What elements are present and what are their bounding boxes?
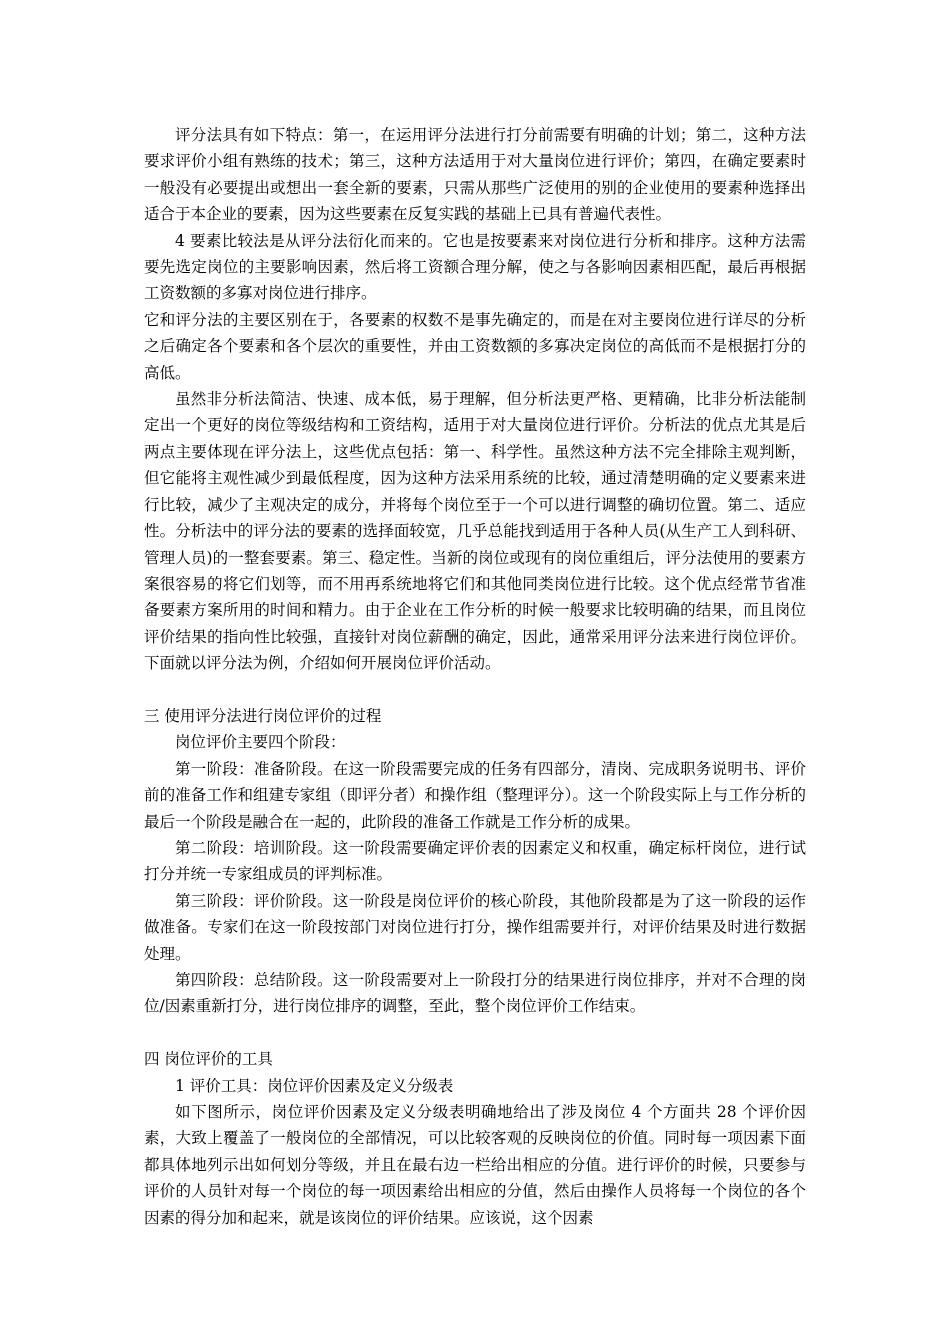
paragraph-evaluation-tool: 如下图所示，岗位评价因素及定义分级表明确地给出了涉及岗位 4 个方面共 28 个评价因素，大致上覆盖了一般岗位的全部情况，可以比较客观的反映岗位的价值。同时每一项因素下面都具体地列示出如何划分等级，并且在最右边一栏给出相应的分值。进行评价的时候，只要参与评价的人员针对每一个岗位的每一项因素给出相应的分值，然后由操作人员将每一个岗位的各个因素的得分加和起来，就是该岗位的评价结果。应该说，这个因素 — [144, 1103, 806, 1227]
paragraph-stage-3: 第三阶段：评价阶段。这一阶段是岗位评价的核心阶段，其他阶段都是为了这一阶段的运作做准备。专家们在这一阶段按部门对岗位进行打分，操作组需要并行，对评价结果及时进行数据处理。 — [144, 891, 806, 963]
paragraph-analysis-advantages: 虽然非分析法简洁、快速、成本低，易于理解，但分析法更严格、更精确，比非分析法能制定出一个更好的岗位等级结构和工资结构，适用于对大量岗位进行评价。分析法的优点尤其是后两点主要体现在评分法上，这些优点包括：第一、科学性。虽然这种方法不完全排除主观判断，但它能将主观性减少到最低程度，因为这种方法采用系统的比较，通过清楚明确的定义要素来进行比较，减少了主观决定的成分，并将每个岗位至于一个可以进行调整的确切位置。第二、适应性。分析法中的评分法的要素的选择面较宽，几乎总能找到适用于各种人员(从生产工人到科研、管理人员)的一整套要素。第三、稳定性。当新的岗位或现有的岗位重组后，评分法使用的要素方案很容易的将它们划等，而不用再系统地将它们和其他同类岗位进行比较。这个优点经常节省准备要素方案所用的时间和精力。由于企业在工作分析的时候一般要求比较明确的结果，而且岗位评价结果的指向性比较强，直接针对岗位薪酬的确定，因此，通常采用评分法来进行岗位评价。下面就以评分法为例，介绍如何开展岗位评价活动。 — [144, 390, 806, 673]
paragraph-difference: 它和评分法的主要区别在于，各要素的权数不是事先确定的，而是在对主要岗位进行详尽的分析之后确定各个要素和各个层次的重要性，并由工资数额的多寡决定岗位的高低而不是根据打分的高低。 — [144, 310, 806, 382]
paragraph-scoring-features: 评分法具有如下特点：第一，在运用评分法进行打分前需要有明确的计划；第二，这种方法要求评价小组有熟练的技术；第三，这种方法适用于对大量岗位进行评价；第四，在确定要素时一般没有必要提出或想出一套全新的要素，只需从那些广泛使用的别的企业使用的要素种选择出适合于本企业的要素，因为这些要素在反复实践的基础上已具有普遍代表性。 — [144, 126, 806, 224]
document-body — [144, 122, 806, 1231]
paragraph-four-stages: 岗位评价主要四个阶段： — [175, 733, 346, 752]
subsection-heading-4-1: 1 评价工具：岗位评价因素及定义分级表 — [175, 1076, 454, 1095]
blank-line — [144, 1020, 806, 1046]
paragraph-stage-1: 第一阶段：准备阶段。在这一阶段需要完成的任务有四部分，清岗、完成职务说明书、评价前的准备工作和组建专家组（即评分者）和操作组（整理评分）。这一个阶段实际上与工作分析的最后一个阶段是融合在一起的，此阶段的准备工作就是工作分析的成果。 — [144, 759, 806, 831]
paragraph-factor-comparison: 4 要素比较法是从评分法衍化而来的。它也是按要素来对岗位进行分析和排序。这种方法需要先选定岗位的主要影响因素，然后将工资额合理分解，使之与各影响因素相匹配，最后再根据工资数额的多寡对岗位进行排序。 — [144, 231, 806, 303]
paragraph-stage-4: 第四阶段：总结阶段。这一阶段需要对上一阶段打分的结果进行岗位排序，并对不合理的岗位/因素重新打分，进行岗位排序的调整，至此，整个岗位评价工作结束。 — [144, 970, 806, 1016]
section-heading-3: 三 使用评分法进行岗位评价的过程 — [144, 706, 382, 725]
paragraph-stage-2: 第二阶段：培训阶段。这一阶段需要确定评价表的因素定义和权重，确定标杆岗位，进行试打分并统一专家组成员的评判标准。 — [144, 838, 806, 884]
blank-line — [144, 677, 806, 703]
section-heading-4: 四 岗位评价的工具 — [144, 1050, 273, 1069]
